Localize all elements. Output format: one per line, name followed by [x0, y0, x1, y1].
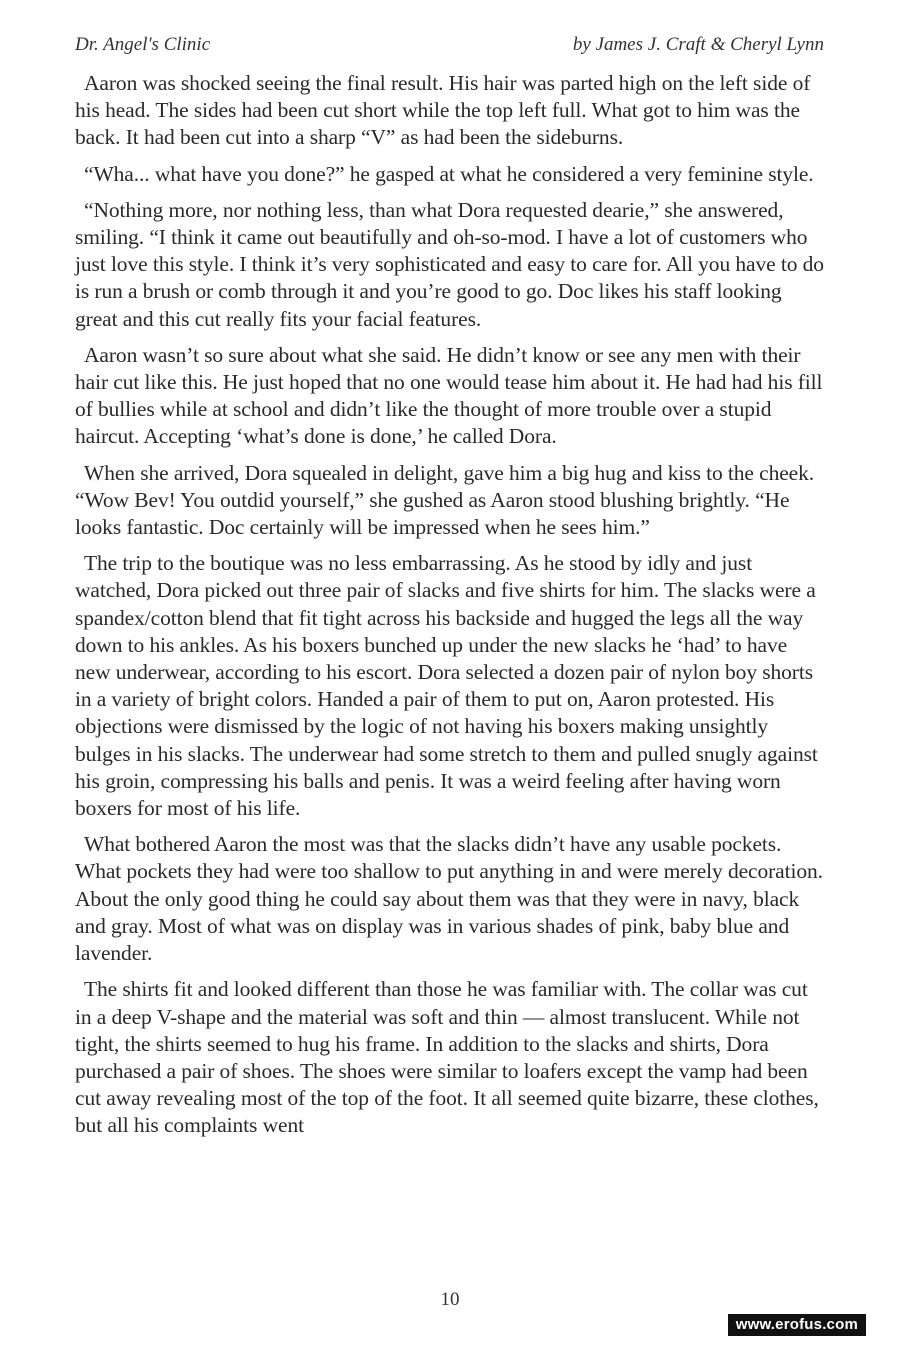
- paragraph: When she arrived, Dora squealed in delight, gave him a big hug and kiss to the cheek. “Wow Bev! You outdid yourself,” she gushed as Aaron stood blushing brightly. “He looks fantastic. Doc certainly will be impressed when he sees him.”: [75, 460, 815, 540]
- paragraph: “Nothing more, nor nothing less, than what Dora requested dearie,” she answered, smiling. “I think it came out beautifully and oh-so-mod. I have a lot of customers who just love this style. I think it’s very sophisticated and easy to care for. All you have to do is run a brush or comb through it and you’re good to go. Doc likes his staff looking great and this cut really fits your facial features.: [75, 197, 824, 331]
- book-authors: by James J. Craft & Cheryl Lynn: [572, 34, 824, 55]
- paragraph: The shirts fit and looked different than those he was familiar with. The collar was cut in a deep V-shape and the material was soft and thin — almost translucent. While not tight, the shirts seemed to hug his frame. In addition to the slacks and shirts, Dora purchased a pair of shoes. The shoes were similar to loafers except the vamp had been cut away revealing most of the top of the foot. It all seemed quite bizarre, these clothes, but all his complaints went: [75, 977, 819, 1138]
- body-text: [75, 70, 827, 1149]
- paragraph: Aaron was shocked seeing the final result. His hair was parted high on the left side of his head. The sides had been cut short while the top left full. What got to him was the back. It had been cut into a sharp “V” as had been the sideburns.: [75, 71, 811, 150]
- page-number: 10: [440, 1289, 460, 1310]
- paragraph: “Wha... what have you done?” he gasped at what he considered a very feminine style.: [84, 161, 814, 186]
- paragraph: Aaron wasn’t so sure about what she said. He didn’t know or see any men with their hair cut like this. He just hoped that no one would tease him about it. He had had his fill of bullies while at school and didn’t like the thought of more trouble over a stupid haircut. Accepting ‘what’s done is done,’ he called Dora.: [75, 342, 823, 449]
- paragraph: The trip to the boutique was no less embarrassing. As he stood by idly and just watched, Dora picked out three pair of slacks and five shirts for him. The slacks were a spandex/cotton blend that fit tight across his backside and hugged the legs all the way down to his ankles. As his boxers bunched up under the new slacks he ‘had’ to have new underwear, according to his escort. Dora selected a dozen pair of nylon boy shorts in a variety of bright colors. Handed a pair of them to put on, Aaron protested. His objections were dismissed by the logic of not having his boxers making unsightly bulges in his slacks. The underwear had some stretch to them and pulled snugly against his groin, compressing his balls and penis. It was a weird feeling after having worn boxers for most of his life.: [75, 551, 818, 821]
- site-watermark: www.erofus.com: [728, 1314, 866, 1336]
- running-header: [75, 34, 824, 60]
- paragraph: What bothered Aaron the most was that the slacks didn’t have any usable pockets. What pockets they had were too shallow to put anything in and were merely decoration. About the only good thing he could say about them was that they were in navy, black and gray. Most of what was on display was in various shades of pink, baby blue and lavender.: [75, 832, 823, 966]
- book-title: Dr. Angel's Clinic: [75, 34, 211, 55]
